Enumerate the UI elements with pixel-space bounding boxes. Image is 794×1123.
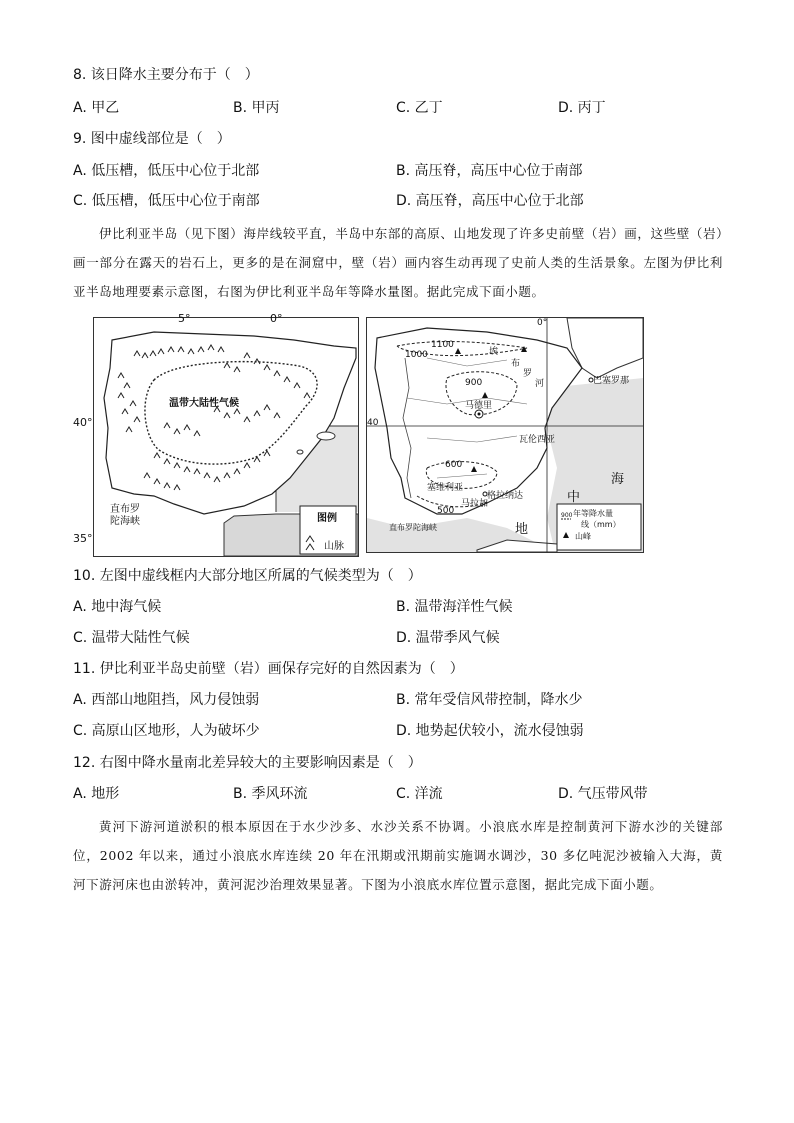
q10-option-c[interactable]: C. 温带大陆性气候 <box>73 630 190 646</box>
q9-option-d[interactable]: D. 高压脊，高压中心位于北部 <box>396 193 584 209</box>
isoline-1000: 1000 <box>405 350 428 360</box>
isoline-1100: 1100 <box>431 340 454 350</box>
q8-option-c[interactable]: C. 乙丁 <box>396 100 443 116</box>
left-map-strait-label: 直布罗 陀海峡 <box>110 504 140 527</box>
q12-option-b[interactable]: B. 季风环流 <box>233 786 308 802</box>
question-9-stem: 9. 图中虚线部位是（ ） <box>73 131 231 147</box>
ebro-label-1: 埃 <box>489 347 499 357</box>
city-valencia: 瓦伦西亚 <box>519 435 556 445</box>
question-12-stem: 12. 右图中降水量南北差异较大的主要影响因素是（ ） <box>73 755 422 771</box>
right-map-iberia-precipitation <box>366 317 644 553</box>
left-map-iberia-geography <box>73 312 359 557</box>
q9-option-a[interactable]: A. 低压槽，低压中心位于北部 <box>73 163 260 179</box>
isoline-500: 500 <box>437 506 455 516</box>
q10-option-b[interactable]: B. 温带海洋性气候 <box>396 599 513 615</box>
legend-isoline-label: 年等降水量 <box>573 509 613 518</box>
q10-option-d[interactable]: D. 温带季风气候 <box>396 630 500 646</box>
legend-title: 图例 <box>317 513 337 524</box>
city-barcelona: 巴塞罗那 <box>593 376 630 386</box>
isoline-600: 600 <box>445 460 463 470</box>
q8-option-a[interactable]: A. 甲乙 <box>73 100 120 116</box>
passage-yellow-river: 黄河下游河道淤积的根本原因在于水少沙多、水沙关系不协调。小浪底水库是控制黄河下游水沙的关键部位，2002 年以来，通过小浪底水库连续 20 年在汛期或汛期前实施调水调沙，30 多亿吨泥沙被输入大海，黄河下游河床也由淤转冲，黄河泥沙治理效果显著。下图为小浪底水库位置示意图，据此完成下面小题。 <box>73 819 723 892</box>
right-map-lat-40: 40 <box>367 418 379 428</box>
legend-isoline-unit: 线（mm） <box>581 520 621 529</box>
ebro-label-2: 布 <box>511 359 521 369</box>
city-granada: 格拉纳达 <box>487 491 524 501</box>
left-map-lat-40: 40° <box>73 416 93 429</box>
ebro-label-4: 河 <box>535 379 545 389</box>
sea-label-di: 地 <box>515 522 529 537</box>
isoline-900: 900 <box>465 378 483 388</box>
q11-option-a[interactable]: A. 西部山地阻挡，风力侵蚀弱 <box>73 692 260 708</box>
q11-option-d[interactable]: D. 地势起伏较小，流水侵蚀弱 <box>396 723 584 739</box>
city-madrid: 马德里 <box>465 401 493 411</box>
city-seville: 塞维利亚 <box>427 483 464 493</box>
sea-label-hai: 海 <box>611 472 625 487</box>
right-map-strait-label: 直布罗陀海峡 <box>389 523 437 532</box>
q12-option-d[interactable]: D. 气压带风带 <box>558 786 648 802</box>
q9-option-c[interactable]: C. 低压槽，低压中心位于南部 <box>73 193 260 209</box>
q12-option-c[interactable]: C. 洋流 <box>396 786 443 802</box>
q10-option-a[interactable]: A. 地中海气候 <box>73 599 162 615</box>
passage-iberia: 伊比利亚半岛（见下图）海岸线较平直，半岛中东部的高原、山地发现了许多史前壁（岩）画，这些壁（岩）画一部分在露天的岩石上，更多的是在洞窟中，壁（岩）画内容生动再现了史前人类的生活景象。左图为伊比利亚半岛地理要素示意图，右图为伊比利亚半岛年等降水量图。据此完成下面小题。 <box>73 226 723 299</box>
q8-option-b[interactable]: B. 甲丙 <box>233 100 280 116</box>
question-11-stem: 11. 伊比利亚半岛史前壁（岩）画保存完好的自然因素为（ ） <box>73 661 464 677</box>
city-malaga: 马拉加 <box>461 499 489 509</box>
question-10-stem: 10. 左图中虚线框内大部分地区所属的气候类型为（ ） <box>73 568 422 584</box>
legend-mountain-label: 山脉 <box>324 541 344 552</box>
q12-option-a[interactable]: A. 地形 <box>73 786 120 802</box>
q11-option-c[interactable]: C. 高原山区地形，人为破坏少 <box>73 723 260 739</box>
legend-peak-label: 山峰 <box>575 532 591 541</box>
left-map-lat-35: 35° <box>73 532 93 545</box>
climate-region-label: 温带大陆性气候 <box>169 398 239 409</box>
legend-isoline-value: 900 <box>561 512 573 519</box>
q8-option-d[interactable]: D. 丙丁 <box>558 100 606 116</box>
left-map-lon-5: 5° <box>178 312 191 325</box>
q9-option-b[interactable]: B. 高压脊，高压中心位于南部 <box>396 163 583 179</box>
sea-label-zhong: 中 <box>567 490 581 505</box>
left-map-lon-0: 0° <box>270 312 283 325</box>
right-map-lon-0: 0° <box>537 318 548 328</box>
question-8-stem: 8. 该日降水主要分布于（ ） <box>73 67 259 83</box>
q11-option-b[interactable]: B. 常年受信风带控制，降水少 <box>396 692 583 708</box>
ebro-label-3: 罗 <box>523 369 533 379</box>
